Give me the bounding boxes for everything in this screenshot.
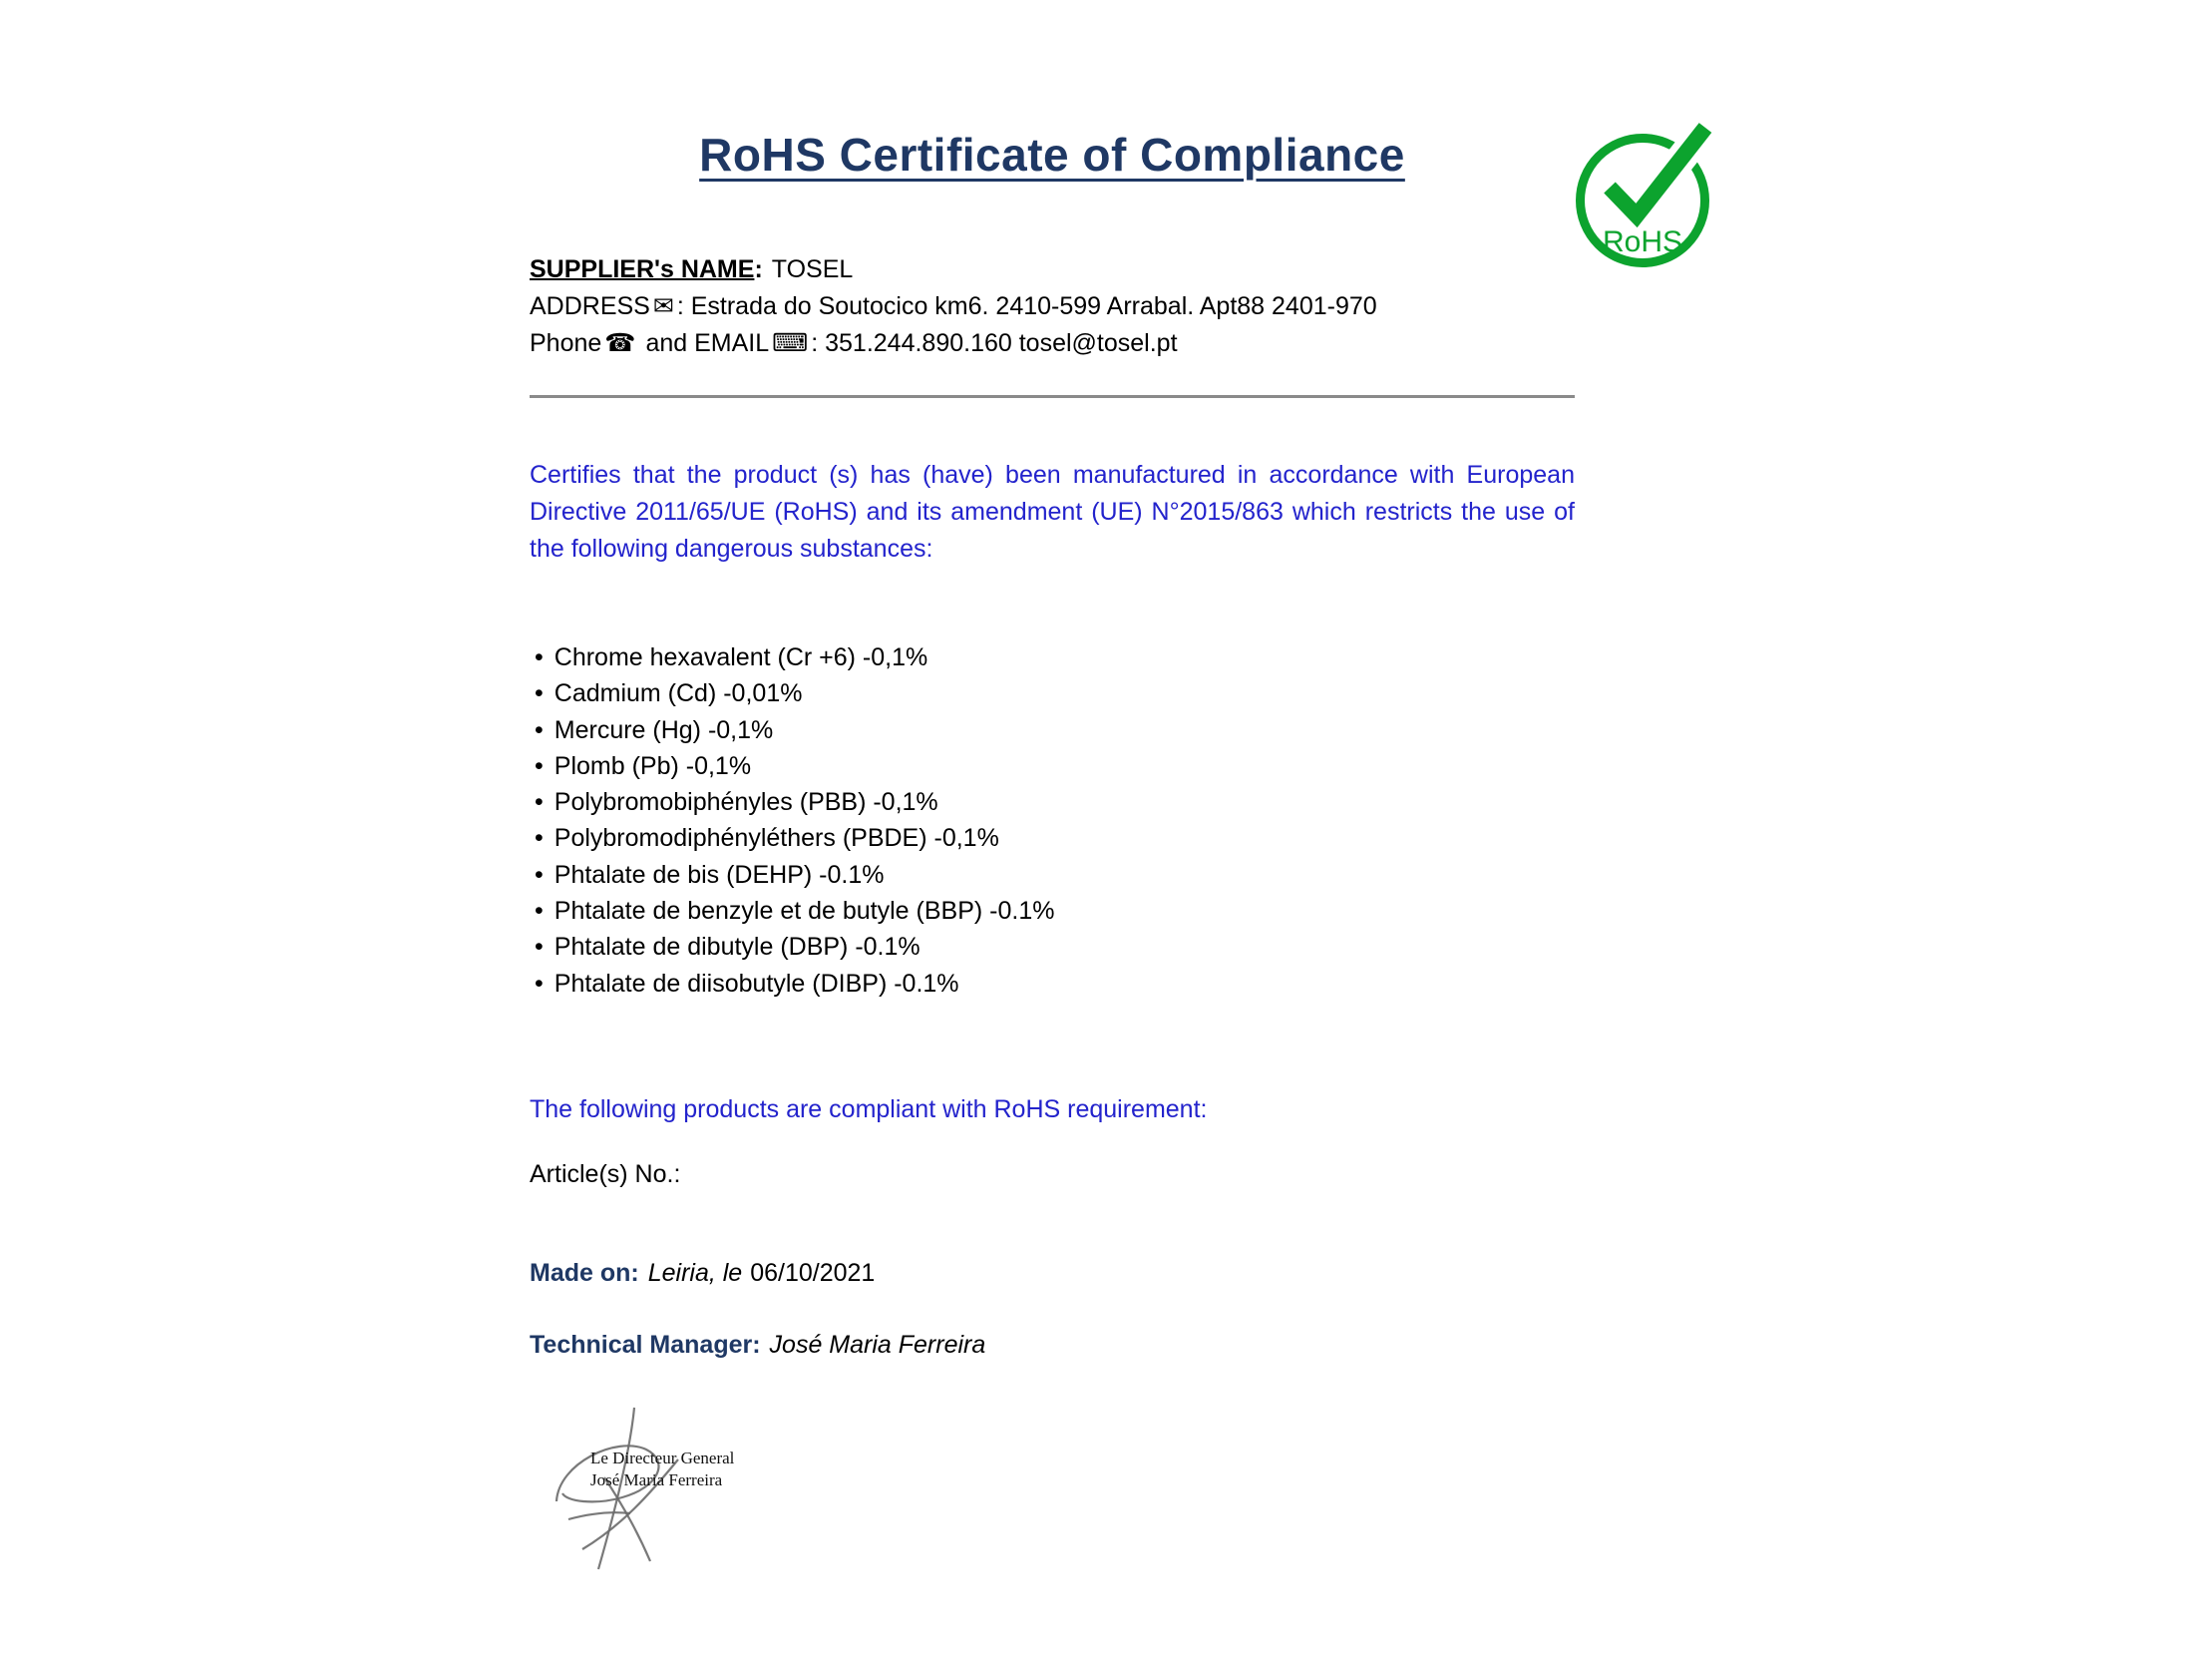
supplier-name-label: SUPPLIER's NAME [530, 255, 755, 283]
signature-text [590, 1448, 734, 1491]
substance-item: • Plomb (Pb) -0,1% [535, 748, 1054, 784]
article-line: Article(s) No.: [530, 1160, 681, 1188]
envelope-icon: ✉ [652, 292, 674, 320]
substances-list [535, 639, 1054, 1002]
supplier-block [530, 251, 1377, 362]
phone-icon: ☎ [604, 329, 636, 357]
technical-manager-line [530, 1331, 985, 1360]
supplier-name-line [530, 251, 1377, 288]
supplier-contact-line [530, 325, 1377, 362]
made-on-place: Leiria, le [647, 1259, 743, 1287]
substance-item: • Cadmium (Cd) -0,01% [535, 675, 1054, 711]
supplier-address-line [530, 288, 1377, 325]
technical-manager-label: Technical Manager: [530, 1331, 761, 1359]
address-value: : Estrada do Soutocico km6. 2410-599 Arrabal. Apt88 2401-970 [676, 292, 1377, 320]
document-title: RoHS Certificate of Compliance [699, 129, 1405, 181]
signature-name: José Maria Ferreira [590, 1470, 723, 1489]
supplier-name-value: TOSEL [771, 255, 854, 283]
technical-manager-name: José Maria Ferreira [769, 1331, 986, 1359]
compliance-line: The following products are compliant with RoHS requirement: [530, 1095, 1208, 1123]
substance-item: • Chrome hexavalent (Cr +6) -0,1% [535, 639, 1054, 675]
substance-item: • Phtalate de bis (DEHP) -0.1% [535, 857, 1054, 893]
email-label: and EMAIL [645, 329, 770, 357]
contact-value: : 351.244.890.160 tosel@tosel.pt [811, 329, 1178, 357]
signature-block [539, 1402, 753, 1576]
computer-icon: ⌨ [772, 329, 809, 357]
divider [530, 395, 1575, 398]
substance-item: • Mercure (Hg) -0,1% [535, 712, 1054, 748]
logo-label: RoHS [1602, 225, 1683, 258]
signature-title: Le Directeur General [590, 1449, 735, 1467]
phone-label: Phone [530, 329, 602, 357]
substance-item: • Phtalate de benzyle et de butyle (BBP) -0.1% [535, 893, 1054, 929]
substance-item: • Phtalate de dibutyle (DBP) -0.1% [535, 929, 1054, 965]
substance-item: • Phtalate de diisobutyle (DIBP) -0.1% [535, 966, 1054, 1002]
made-on-date: 06/10/2021 [750, 1259, 876, 1287]
substance-item: • Polybromobiphényles (PBB) -0,1% [535, 784, 1054, 820]
rohs-logo [1576, 126, 1719, 271]
made-on-line [530, 1259, 875, 1288]
address-label: ADDRESS [530, 292, 650, 320]
certification-paragraph: Certifies that the product (s) has (have) been manufactured in accordance with European Directive 2011/65/UE (RoHS) and its amendment (UE) N°2015/863 which restricts the use of the following dangerous substances: [530, 461, 1575, 563]
supplier-name-colon: : [754, 255, 763, 283]
made-on-label: Made on: [530, 1259, 639, 1287]
substance-item: • Polybromodiphényléthers (PBDE) -0,1% [535, 820, 1054, 856]
